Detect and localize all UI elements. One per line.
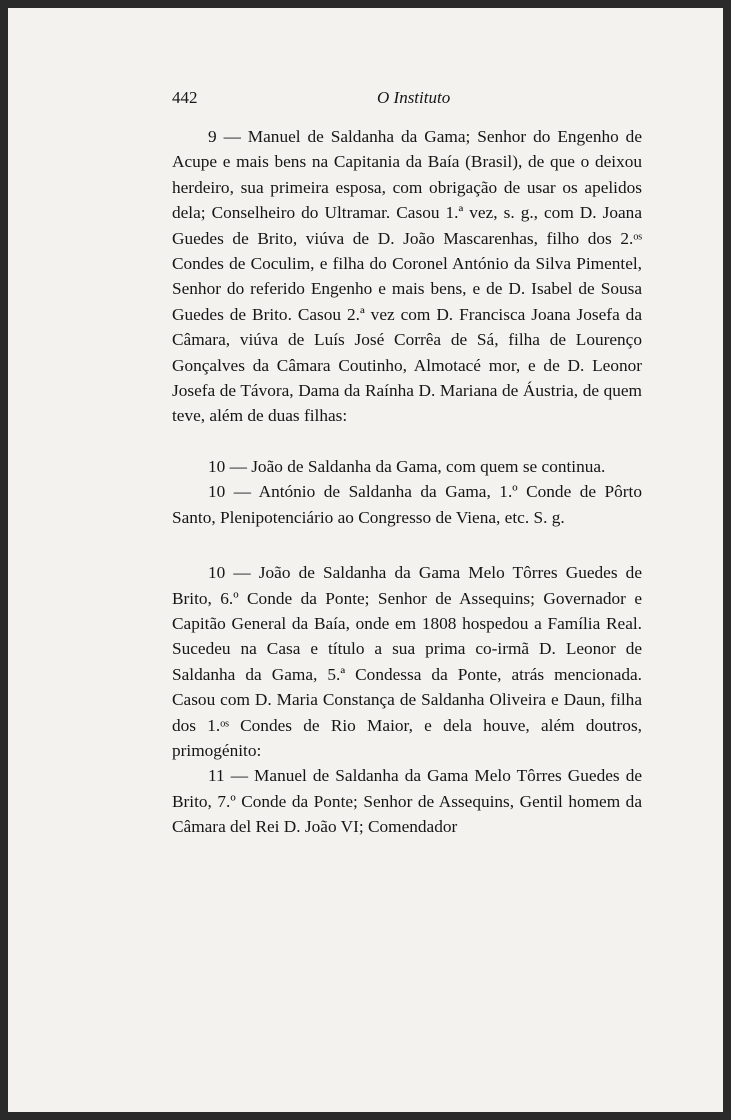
paragraph-manuel: 9 — Manuel de Saldanha da Gama; Senhor do Engenho de Acupe e mais bens na Capitania da Baía (Brasil), de que o deixou herdeiro, sua primeira esposa, com obrigação de usar os apelidos dela; Conselheiro do Ultramar. Casou 1.ª vez, s. g., com D. Joana Guedes de Brito, viúva de D. João Mascarenhas, filho dos 2.ᵒˢ Condes de Coculim, e filha do Coronel António da Silva Pimentel, Senhor do referido Engenho e mais bens, e de D. Isabel de Sousa Guedes de Brito. Casou 2.ª vez com D. Francisca Joana Josefa da Câmara, viúva de Luís José Corrêa de Sá, filha de Lourenço Gonçalves da Câmara Coutinho, Almotacé mor, e de D. Leonor Josefa de Távora, Dama da Raínha D. Mariana de Áustria, de quem teve, além de duas filhas: [172, 127, 642, 426]
paragraph-manuel-7th: 11 — Manuel de Saldanha da Gama Melo Tôrres Guedes de Brito, 7.º Conde da Ponte; Senhor de Assequins, Gentil homem da Câmara del Rei D. João VI; Comendador [172, 766, 642, 837]
paragraph-joao-conde: 10 — João de Saldanha da Gama Melo Tôrres Guedes de Brito, 6.º Conde da Ponte; Senhor de Assequins; Governador e Capitão General da Baía, onde em 1808 hospedou a Família Real. Sucedeu na Casa e título a sua prima co-irmã D. Leonor de Saldanha da Gama, 5.ª Condessa da Ponte, atrás mencionada. Casou com D. Maria Constança de Saldanha Oliveira e Daun, filha dos 1.ᵒˢ Condes de Rio Maior, e dela houve, além doutros, primogénito: [172, 563, 642, 760]
running-title: O Instituto [377, 88, 451, 107]
body-text [172, 124, 642, 840]
page-number: 442 [172, 88, 198, 107]
page-header [172, 88, 572, 112]
paragraph-antonio: 10 — António de Saldanha da Gama, 1.º Conde de Pôrto Santo, Plenipotenciário ao Congresso de Viena, etc. S. g. [172, 482, 642, 527]
paragraph-joao-continua: 10 — João de Saldanha da Gama, com quem se continua. [208, 456, 606, 476]
